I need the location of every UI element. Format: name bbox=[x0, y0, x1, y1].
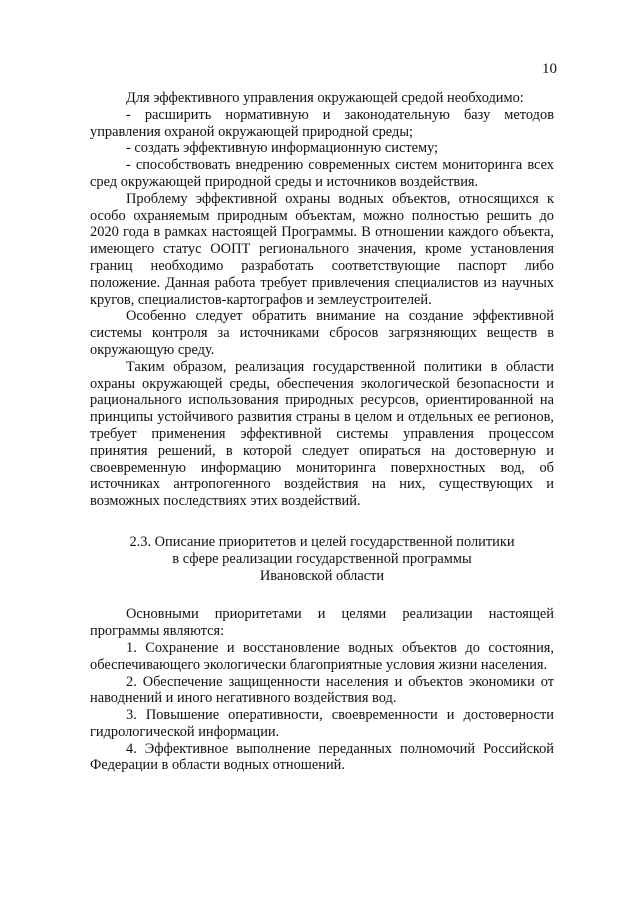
bullet-item-3: - способствовать внедрению современных систем мониторинга всех сред окружающей природной среды и источников воздействия. bbox=[90, 157, 554, 190]
bullet-list bbox=[90, 107, 554, 191]
paragraph-oopt: Проблему эффективной охраны водных объектов, относящихся к особо охраняемым природным объектам, можно полностью решить до 2020 года в рамках настоящей Программы. В отношении каждого объекта, имеющего статус ООПТ регионального значения, кроме установления границ необходимо разработать соответствующие паспорт либо положение. Данная работа требует привлечения специалистов из научных кругов, специалистов-картографов и землеустроителей. bbox=[90, 190, 554, 308]
paragraph-control-system: Особенно следует обратить внимание на создание эффективной системы контроля за источниками сбросов загрязняющих веществ в окружающую среду. bbox=[90, 308, 554, 358]
section-heading-line-1: 2.3. Описание приоритетов и целей государственной политики bbox=[129, 533, 515, 550]
section-heading-line-3: Ивановской области bbox=[259, 567, 385, 584]
priority-item-2: 2. Обеспечение защищенности населения и объектов экономики от наводнений и иного негативного воздействия вод. bbox=[90, 673, 554, 707]
intro-paragraph: Для эффективного управления окружающей средой необходимо: bbox=[126, 90, 524, 106]
priority-item-4: 4. Эффективное выполнение переданных полномочий Российской Федерации в области водных отношений. bbox=[90, 740, 554, 774]
priority-item-3: 3. Повышение оперативности, своевременности и достоверности гидрологической информации. bbox=[90, 707, 554, 740]
page-number: 10 bbox=[542, 61, 557, 77]
priorities-intro: Основными приоритетами и целями реализации настоящей программы являются: bbox=[90, 606, 554, 640]
section-heading bbox=[90, 534, 554, 584]
paragraph-conclusion: Таким образом, реализация государственной политики в области охраны окружающей среды, обеспечения экологической безопасности и рационального использования природных ресурсов, ориентированной на принципы устойчивого развития страны в целом и отдельных ее регионов, требует применения эффективной системы управления процессом принятия решений, в которой следует опираться на достоверную и своевременную информацию мониторинга поверхностных вод, об источниках антропогенного воздействия на них, существующих и возможных последствиях этих воздействий. bbox=[90, 358, 554, 510]
priority-item-1: 1. Сохранение и восстановление водных объектов до состояния, обеспечивающего экологически благоприятные условия жизни населения. bbox=[90, 639, 554, 673]
bullet-item-1: - расширить нормативную и законодательную базу методов управления охраной окружающей природной среды; bbox=[90, 106, 554, 140]
section-heading-line-2: в сфере реализации государственной программы bbox=[172, 550, 472, 567]
bullet-item-2: - создать эффективную информационную систему; bbox=[126, 140, 439, 157]
document-body bbox=[90, 90, 554, 774]
